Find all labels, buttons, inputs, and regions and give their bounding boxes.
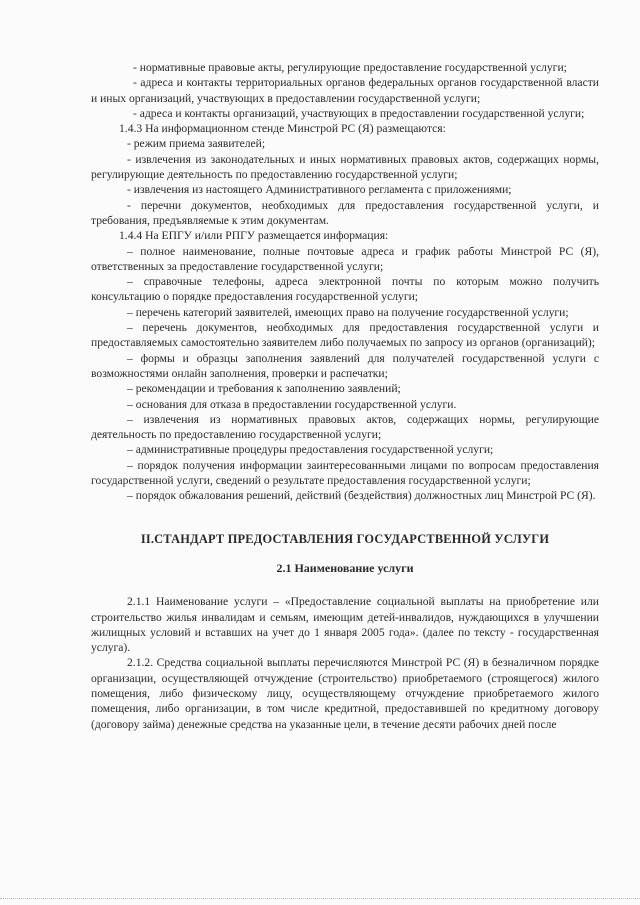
- paragraph: – формы и образцы заполнения заявлений для получателей государственной услуги с возможностями онлайн заполнения, проверки и распечатки;: [91, 351, 599, 380]
- paragraph: – административные процедуры предоставления государственной услуги;: [127, 443, 494, 457]
- paragraph: – полное наименование, полные почтовые адреса и график работы Минстрой РС (Я), ответственных за предоставление государственной услуги;: [91, 244, 599, 273]
- paragraph: – порядок получения информации заинтересованными лицами по вопросам предоставления государственной услуги, сведений о результате предоставления государственной услуги;: [91, 458, 599, 488]
- paragraph: - перечни документов, необходимых для предоставления государственной услуги, и требования, предъявляемые к этим документам.: [91, 198, 599, 227]
- paragraph: - извлечения из законодательных и иных нормативных правовых актов, содержащих нормы, регулирующие деятельность по предоставлению государственной услуги;: [91, 152, 599, 182]
- paragraph: – извлечения из нормативных правовых актов, содержащих нормы, регулирующие деятельность по предоставлению государственной услуги;: [91, 412, 599, 442]
- paragraph: - режим приема заявителей;: [127, 137, 266, 151]
- top-paragraphs: [91, 60, 599, 504]
- paragraph: – порядок обжалования решений, действий (бездействия) должностных лиц Минстрой РС (Я).: [127, 489, 596, 503]
- paragraph: - нормативные правовые акты, регулирующие предоставление государственной услуги;: [133, 61, 567, 74]
- paragraph: – основания для отказа в предоставлении государственной услуги.: [127, 397, 457, 411]
- paragraph: 2.1.2. Средства социальной выплаты перечисляются Минстрой РС (Я) в безналичном порядке организации, осуществляющей отчуждение (строительство) приобретаемого (строящегося) жилого помещения, либо физическому лицу, осуществляющему отчуждение приобретаемого жилого помещения, либо организации, в том числе кредитной, предоставившей по кредитному договору (договору займа) денежные средства на указанные цели, в течение десяти рабочих дней после: [91, 656, 599, 731]
- paragraph: – перечень документов, необходимых для предоставления государственной услуги и предоставляемых самостоятельно заявителем либо получаемых по запросу из органов (организаций);: [91, 321, 599, 350]
- paragraph: - извлечения из настоящего Административного регламента с приложениями;: [127, 183, 512, 197]
- document-body: [91, 60, 599, 732]
- paragraph: 2.1.1 Наименование услуги – «Предоставление социальной выплаты на приобретение или строительство жилья инвалидам и семьям, имеющим детей-инвалидов, нуждающихся в улучшении жилищных условий и вставших на учет до 1 января 2005 года». (далее по тексту - государственная услуга).: [91, 595, 599, 655]
- paragraph: – перечень категорий заявителей, имеющих право на получение государственной услуги;: [127, 305, 569, 319]
- paragraph: – рекомендации и требования к заполнению заявлений;: [127, 382, 401, 396]
- paragraph: 1.4.4 На ЕПГУ и/или РПГУ размещается информация:: [119, 229, 389, 243]
- scan-edge-line: [0, 898, 640, 900]
- paragraph: - адреса и контакты организаций, участвующих в предоставлении государственной услуги;: [133, 106, 585, 120]
- subsection-heading: 2.1 Наименование услуги: [276, 560, 414, 575]
- bottom-paragraphs: [91, 594, 599, 732]
- section-heading: II.СТАНДАРТ ПРЕДОСТАВЛЕНИЯ ГОСУДАРСТВЕННОЙ УСЛУГИ: [140, 531, 550, 546]
- paragraph: – справочные телефоны, адреса электронной почты по которым можно получить консультацию о порядке предоставления государственной услуги;: [91, 275, 599, 304]
- paragraph: 1.4.3 На информационном стенде Минстрой РС (Я) размещаются:: [119, 122, 446, 136]
- paragraph: - адреса и контакты территориальных органов федеральных органов государственной власти и иных организаций, участвующих в предоставлении государственной услуги;: [91, 76, 599, 105]
